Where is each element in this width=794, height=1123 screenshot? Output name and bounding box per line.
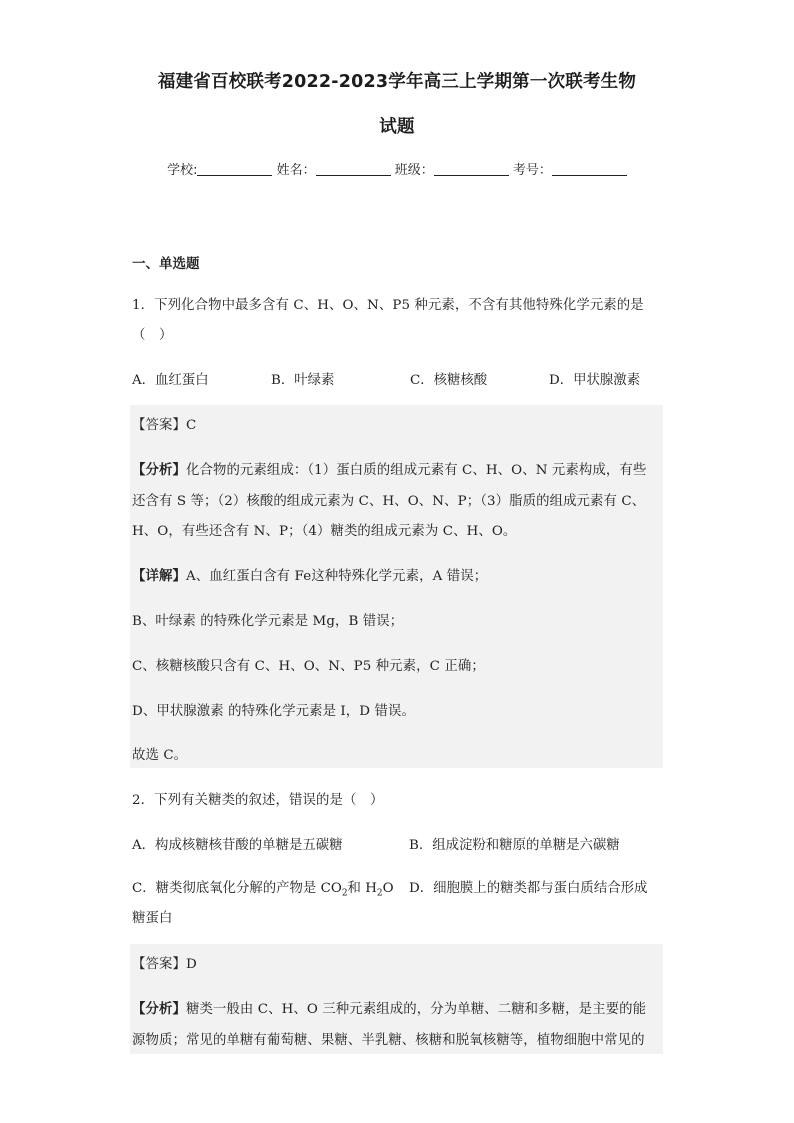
q1-analysis-text1: 化合物的元素组成：（1）蛋白质的组成元素有 C、H、O、N 元素构成，有些 — [185, 463, 647, 478]
q1-option-d: D．甲状腺激素 — [549, 373, 641, 388]
q2-analysis-tag: 【分析】 — [132, 1001, 186, 1017]
q2-option-c-text-end: O — [382, 881, 394, 896]
document-title-line1: 福建省百校联考2022-2023学年高三上学期第一次联考生物 — [157, 72, 637, 92]
q1-detail-line1 — [132, 565, 487, 584]
q1-stem-line1: 1．下列化合物中最多含有 C、H、O、N、P5 种元素，不含有其他特殊化学元素的是 — [132, 298, 644, 313]
q1-option-c: C．核糖核酸 — [410, 373, 488, 388]
exam-number-blank[interactable] — [552, 163, 627, 176]
q2-stem: 2．下列有关糖类的叙述，错误的是（ ） — [132, 793, 384, 808]
q2-analysis-line1 — [132, 998, 646, 1017]
q2-option-c-subscript2: 2 — [376, 888, 383, 899]
q1-detail-line3: C、核糖核酸只含有 C、H、O、N、P5 种元素，C 正确； — [132, 659, 485, 674]
student-info-row — [0, 159, 794, 178]
q2-option-c-subscript1: 2 — [341, 888, 348, 899]
q2-option-c — [132, 877, 394, 899]
q2-option-c-text-mid: 和 H — [347, 881, 377, 896]
q1-analysis-line1 — [132, 459, 646, 478]
q2-option-d-line2: 糖蛋白 — [132, 911, 173, 926]
q1-option-b: B．叶绿素 — [271, 373, 335, 388]
school-blank[interactable] — [197, 163, 272, 176]
q1-detail-tag: 【详解】 — [132, 568, 186, 584]
document-title-line2: 试题 — [379, 117, 415, 137]
q2-answer: 【答案】D — [132, 957, 197, 972]
name-label: 姓名： — [276, 163, 316, 178]
section-heading: 一、单选题 — [132, 256, 200, 272]
q1-answer: 【答案】C — [132, 418, 197, 433]
exam-number-label: 考号： — [512, 163, 552, 178]
q1-analysis-tag: 【分析】 — [132, 462, 186, 478]
class-label: 班级： — [394, 163, 434, 178]
class-blank[interactable] — [434, 163, 509, 176]
q1-option-a: A．血红蛋白 — [132, 373, 209, 388]
q1-detail-line4: D、甲状腺激素 的特殊化学元素是 I，D 错误。 — [132, 704, 415, 719]
q1-detail-text1: A、血红蛋白含有 Fe这种特殊化学元素，A 错误； — [185, 569, 488, 584]
q1-detail-line2: B、叶绿素 的特殊化学元素是 Mg，B 错误； — [132, 614, 404, 629]
q1-stem-line2: （ ） — [132, 328, 173, 343]
q1-analysis-line3: H、O，有些还含有 N、P；（4）糖类的组成元素为 C、H、O。 — [132, 524, 517, 539]
q1-conclusion: 故选 C。 — [132, 748, 188, 763]
q1-analysis-line2: 还含有 S 等；（2）核酸的组成元素为 C、H、O、N、P；（3）脂质的组成元素有 C、 — [132, 494, 646, 509]
name-blank[interactable] — [316, 163, 391, 176]
school-label: 学校: — [167, 163, 198, 178]
q2-option-b: B．组成淀粉和糖原的单糖是六碳糖 — [409, 838, 620, 853]
q2-analysis-text1: 糖类一般由 C、H、O 三种元素组成的，分为单糖、二糖和多糖，是主要的能 — [185, 1002, 647, 1017]
q2-analysis-line2: 源物质；常见的单糖有葡萄糖、果糖、半乳糖、核糖和脱氧核糖等，植物细胞中常见的 — [132, 1033, 645, 1048]
q2-option-d-line1: D．细胞膜上的糖类都与蛋白质结合形成 — [409, 881, 648, 896]
q2-option-c-text: C．糖类彻底氧化分解的产物是 CO — [132, 881, 342, 896]
q2-option-a: A．构成核糖核苷酸的单糖是五碳糖 — [132, 838, 343, 853]
